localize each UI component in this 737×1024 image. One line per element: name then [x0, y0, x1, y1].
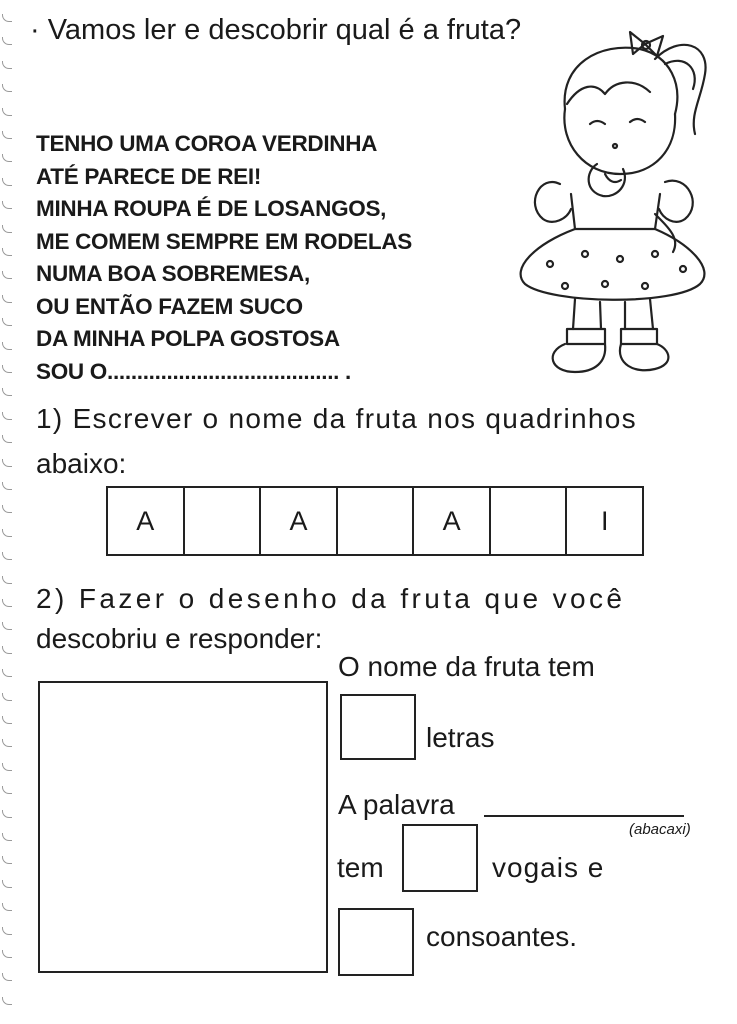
has-label: tem — [337, 852, 384, 883]
consonants-count-box[interactable] — [338, 908, 414, 976]
spiral-mark — [2, 739, 12, 747]
riddle-poem — [36, 128, 412, 388]
question-1-line-1: 1) Escrever o nome da fruta nos quadrinhos — [36, 403, 637, 434]
spiral-mark — [2, 318, 12, 326]
spiral-mark — [2, 131, 12, 139]
letter-box[interactable] — [491, 488, 568, 554]
spiral-mark — [2, 786, 12, 794]
spiral-mark — [2, 856, 12, 864]
letter-box[interactable]: A — [108, 488, 185, 554]
spiral-mark — [2, 482, 12, 490]
consonants-label: consoantes. — [426, 921, 577, 952]
poem-answer-line: SOU O....................................... . — [36, 358, 352, 384]
spiral-mark — [2, 61, 12, 69]
question-2-line-1: 2) Fazer o desenho da fruta que você — [36, 583, 626, 614]
word-hint: (abacaxi) — [629, 821, 691, 838]
spiral-mark — [2, 201, 12, 209]
spiral-mark — [2, 388, 12, 396]
question-2-line-2: descobriu e responder: — [36, 623, 323, 654]
name-has-label: O nome da fruta tem — [338, 651, 595, 682]
spiral-mark — [2, 271, 12, 279]
spiral-mark — [2, 248, 12, 256]
spiral-mark — [2, 365, 12, 373]
page-title: · Vamos ler e descobrir qual é a fruta? — [30, 14, 522, 46]
spiral-mark — [2, 903, 12, 911]
spiral-mark — [2, 225, 12, 233]
spiral-mark — [2, 552, 12, 560]
spiral-mark — [2, 84, 12, 92]
poem-line: OU ENTÃO FAZEM SUCO — [36, 293, 303, 319]
spiral-mark — [2, 599, 12, 607]
poem-line: DA MINHA POLPA GOSTOSA — [36, 326, 340, 351]
spiral-binding — [2, 0, 16, 1024]
spiral-mark — [2, 154, 12, 162]
spiral-mark — [2, 178, 12, 186]
spiral-mark — [2, 833, 12, 841]
vowels-count-box[interactable] — [402, 824, 478, 892]
spiral-mark — [2, 973, 12, 981]
spiral-mark — [2, 716, 12, 724]
spiral-mark — [2, 37, 12, 45]
spiral-mark — [2, 435, 12, 443]
letter-box[interactable] — [185, 488, 262, 554]
letter-box[interactable]: I — [601, 505, 609, 536]
vowels-label: vogais e — [492, 852, 605, 883]
spiral-mark — [2, 880, 12, 888]
letter-box[interactable]: A — [414, 488, 491, 554]
spiral-mark — [2, 576, 12, 584]
word-underline[interactable] — [484, 815, 684, 817]
spiral-mark — [2, 529, 12, 537]
poem-line: ME COMEM SEMPRE EM RODELAS — [36, 228, 412, 254]
spiral-mark — [2, 997, 12, 1005]
spiral-mark — [2, 669, 12, 677]
letter-box[interactable] — [338, 488, 415, 554]
question-1 — [36, 396, 637, 486]
letter-boxes — [106, 486, 644, 556]
spiral-mark — [2, 108, 12, 116]
spiral-mark — [2, 14, 12, 22]
letters-label: letras — [426, 722, 495, 753]
poem-line: MINHA ROUPA É DE LOSANGOS, — [36, 196, 387, 221]
spiral-mark — [2, 412, 12, 420]
poem-line: NUMA BOA SOBREMESA, — [36, 261, 310, 286]
spiral-mark — [2, 763, 12, 771]
drawing-box[interactable] — [38, 681, 328, 973]
spiral-mark — [2, 342, 12, 350]
spiral-mark — [2, 810, 12, 818]
spiral-mark — [2, 622, 12, 630]
letter-box[interactable]: A — [261, 488, 338, 554]
spiral-mark — [2, 295, 12, 303]
spiral-mark — [2, 646, 12, 654]
girl-illustration — [505, 14, 720, 384]
spiral-mark — [2, 950, 12, 958]
question-2 — [36, 579, 625, 659]
spiral-mark — [2, 693, 12, 701]
poem-line: ATÉ PARECE DE REI! — [36, 163, 262, 189]
word-label: A palavra — [338, 789, 455, 820]
question-1-line-2: abaixo: — [36, 448, 127, 479]
letters-count-box[interactable] — [340, 694, 416, 760]
poem-line: TENHO UMA COROA VERDINHA — [36, 131, 378, 156]
spiral-mark — [2, 459, 12, 467]
spiral-mark — [2, 927, 12, 935]
spiral-mark — [2, 505, 12, 513]
